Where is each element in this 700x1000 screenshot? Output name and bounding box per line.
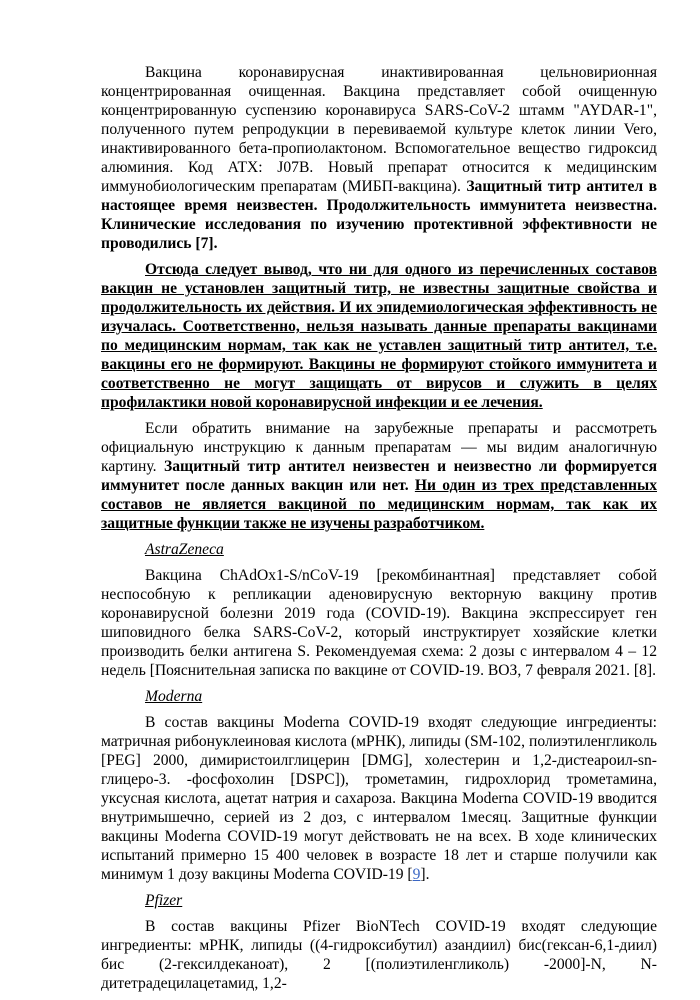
heading-astrazeneca	[101, 540, 657, 559]
paragraph-conclusion: Отсюда следует вывод, что ни для одного из перечисленных составов вакцин не установлен защитный титр, не известны защитные свойства и продолжительность их действия. И их эпидемиологическая эффективность не изучалась. Соответственно, нельзя называть данные препараты вакцинами по медицинским нормам, так как не уставлен защитный титр антител, т.е. вакцины его не формируют. Вакцины не формируют стойкого иммунитета и соответственно не могут защищать от вирусов и служить в целях профилактики новой коронавирусной инфекции и ее лечения.	[101, 261, 657, 411]
text-run: Вакцина коронавирусная инактивированная цельновирионная концентрированная очищенная. Вакцина представляет собой очищенную концентрированную суспензию коронавируса SARS-CoV-2 штамм "AYDAR-1", полученного путем репродукции в перевиваемой культуре клеток линии Vero, инактивированного бета-пропиолактоном. Вспомогательное вещество гидроксид алюминия. Код АТХ: J07B. Новый препарат относится к медицинским иммунобиологическим препаратам (МИБП-вакцина).	[101, 64, 657, 195]
reference-link-9[interactable]: 9	[412, 866, 421, 883]
text-run: Если обратить внимание на зарубежные препараты и рассмотреть официальную инструкцию к данным препаратам — мы видим аналогичную картину.	[101, 420, 657, 475]
heading-pfizer	[101, 891, 657, 910]
paragraph-foreign-vaccines	[101, 419, 657, 533]
heading-label: AstraZeneca	[145, 541, 224, 558]
text-run-bold: Защитный титр антител в настоящее время неизвестен. Продолжительность иммунитета неизвестна. Клинические исследования по изучению протективной эффективности не проводились [7].	[101, 178, 657, 252]
text-run-bold: Защитный титр антител неизвестен и неизвестно ли формируется иммунитет после данных вакцин или нет.	[101, 458, 658, 494]
text-run-bold-underline: Ни один из трех представленных составов не является вакциной по медицинским нормам, так как их защитные функции также не изучены разработчиком.	[101, 477, 658, 532]
heading-moderna	[101, 687, 657, 706]
paragraph-moderna	[101, 713, 657, 884]
paragraph-pfizer: В состав вакцины Pfizer BioNTech COVID-19 входят следующие ингредиенты: мРНК, липиды ((4-гидроксибутил) азандиил) бис(гексан-6,1-диил) бис (2-гексилдеканоат), 2 [(полиэтиленгликоль) -2000]-N, N-дитетрадецилацетамид, 1,2-	[101, 918, 657, 992]
heading-label: Pfizer	[145, 892, 183, 909]
document-body	[101, 63, 657, 1000]
heading-label: Moderna	[145, 688, 203, 705]
text-run: ].	[420, 866, 430, 883]
paragraph-astrazeneca: Вакцина ChAdOx1-S/nCoV-19 [рекомбинантная] представляет собой неспособную к репликации аденовирусную векторную вакцину против коронавирусной болезни 2019 года (COVID-19). Вакцина экспрессирует ген шиповидного белка SARS-CoV-2, который инструктирует хозяйские клетки производить белки антигена S. Рекомендуемая схема: 2 дозы с интервалом 4 – 12 недель [Пояснительная записка по вакцине от COVID-19. ВОЗ, 7 февраля 2021. [8].	[101, 567, 657, 679]
paragraph-intro	[101, 63, 657, 253]
text-run: В состав вакцины Moderna COVID-19 входят следующие ингредиенты: матричная рибонуклеиновая кислота (мРНК), липиды (SM-102, полиэтиленгликоль [PEG] 2000, димиристоилглицерин [DMG], холестерин и 1,2-дистеароил-sn-глицеро-3. -фосфохолин [DSPC]), трометамин, гидрохлорид трометамина, уксусная кислота, ацетат натрия и сахароза. Вакцина Moderna COVID-19 вводится внутримышечно, серией из 2 доз, с интервалом 1месяц. Защитные функции вакцины Moderna COVID-19 могут действовать не на всех. В ходе клинических испытаний примерно 15 400 человек в возрасте 18 лет и старше получили как минимум 1 дозу вакцины Moderna COVID-19 [	[101, 714, 657, 883]
